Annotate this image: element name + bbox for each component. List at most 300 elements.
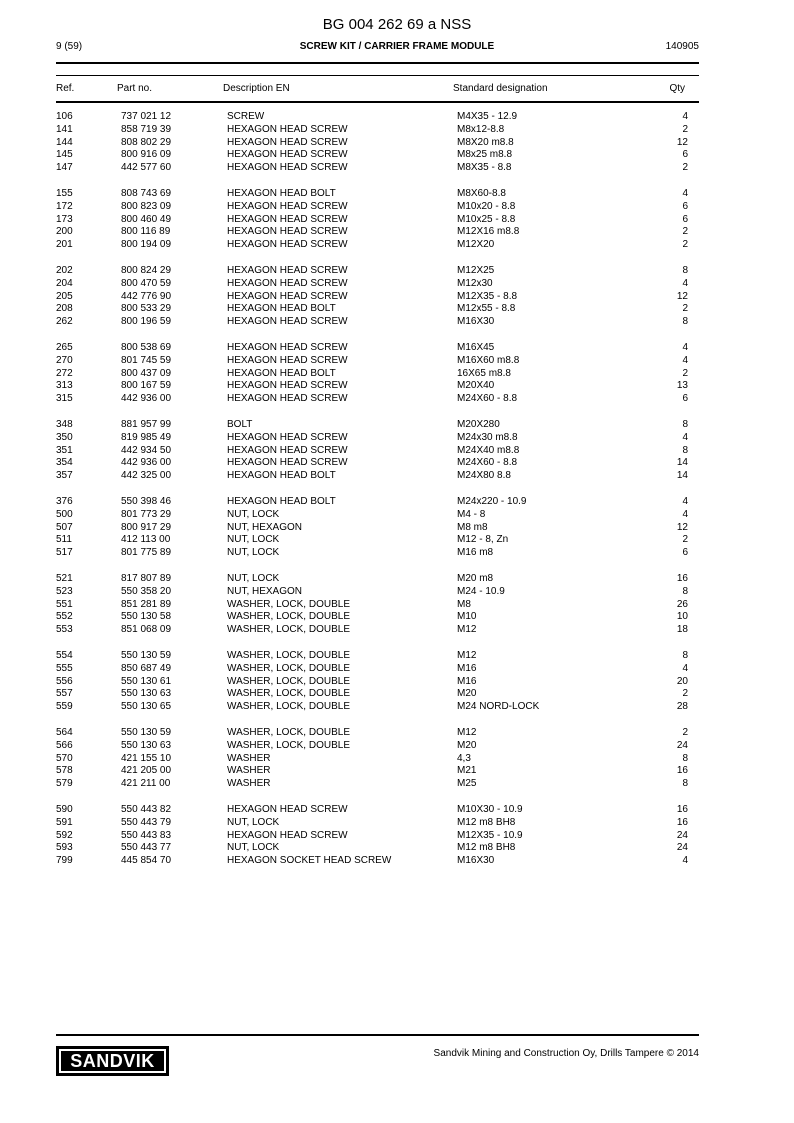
cell-standard-designation: M4X35 - 12.9 [457,111,518,122]
cell-standard-designation: M8x25 m8.8 [457,149,513,161]
cell-ref: 272 [56,367,73,379]
cell-qty: 2 [682,303,688,315]
table-row [0,817,794,830]
cell-description: WASHER [227,765,271,777]
cell-description: WASHER, LOCK, DOUBLE [227,727,350,738]
cell-standard-designation: M25 [457,778,477,790]
cell-description: HEXAGON HEAD SCREW [227,200,348,212]
cell-part-no: 801 775 89 [121,547,172,559]
cell-ref: 559 [56,701,73,713]
cell-ref: 593 [56,842,73,854]
cell-qty: 12 [676,521,688,533]
cell-standard-designation: M10x20 - 8.8 [457,200,516,212]
cell-ref: 511 [56,534,72,546]
cell-part-no: 851 068 09 [121,624,172,636]
cell-ref: 270 [56,354,73,366]
cell-part-no: 801 745 59 [121,354,172,366]
cell-description: WASHER, LOCK, DOUBLE [227,650,350,661]
cell-ref: 357 [56,470,73,482]
cell-ref: 155 [56,188,73,199]
table-row [0,778,794,791]
cell-ref: 208 [56,303,73,315]
cell-standard-designation: M16 [457,662,477,674]
cell-ref: 579 [56,778,73,790]
cell-standard-designation: M16X30 [457,316,495,328]
cell-qty: 8 [682,650,688,661]
column-header-standard-designation: Standard designation [453,83,548,94]
cell-part-no: 550 443 79 [121,816,172,828]
cell-ref: 350 [56,431,73,443]
table-row [0,239,794,252]
cell-description: WASHER, LOCK, DOUBLE [227,611,350,623]
cell-ref: 523 [56,585,73,597]
cell-ref: 556 [56,675,73,687]
cell-part-no: 851 281 89 [121,598,172,610]
header-rule-thin [56,75,699,76]
cell-standard-designation: M16 m8 [457,547,494,559]
cell-description: WASHER [227,778,271,790]
cell-ref: 348 [56,419,73,430]
table-row [0,342,794,355]
cell-standard-designation: M12 [457,650,477,661]
cell-standard-designation: M24X80 8.8 [457,470,511,482]
cell-part-no: 808 743 69 [121,188,172,199]
table-row [0,573,794,586]
cell-standard-designation: M12 m8 BH8 [457,842,516,854]
cell-ref: 507 [56,521,73,533]
cell-ref: 592 [56,829,73,841]
cell-ref: 552 [56,611,73,623]
cell-ref: 262 [56,316,73,328]
copyright-text: Sandvik Mining and Construction Oy, Drills Tampere © 2014 [433,1048,699,1059]
cell-part-no: 550 443 83 [121,829,172,841]
cell-qty: 6 [682,149,688,161]
cell-description: HEXAGON HEAD SCREW [227,149,348,161]
table-row [0,727,794,740]
cell-ref: 564 [56,727,73,738]
cell-qty: 8 [682,444,688,456]
cell-standard-designation: M12X35 - 10.9 [457,829,523,841]
cell-qty: 26 [676,598,688,610]
cell-qty: 8 [682,419,688,430]
cell-qty: 6 [682,213,688,225]
cell-part-no: 881 957 99 [121,419,172,430]
cell-qty: 28 [676,701,688,713]
cell-standard-designation: M24 NORD-LOCK [457,701,540,713]
cell-ref: 590 [56,804,73,815]
cell-ref: 376 [56,496,73,507]
cell-part-no: 800 538 69 [121,342,172,353]
cell-description: NUT, LOCK [227,573,280,584]
table-row [0,265,794,278]
cell-qty: 12 [676,290,688,302]
cell-qty: 8 [682,265,688,276]
cell-qty: 14 [676,457,688,469]
cell-description: WASHER, LOCK, DOUBLE [227,598,350,610]
cell-description: NUT, LOCK [227,816,280,828]
cell-standard-designation: M24 - 10.9 [457,585,505,597]
table-row [0,226,794,239]
table-row [0,303,794,316]
cell-ref: 557 [56,688,73,700]
table-row [0,688,794,701]
cell-part-no: 550 130 63 [121,688,172,700]
cell-standard-designation: M12 [457,624,477,636]
cell-ref: 313 [56,380,73,392]
cell-ref: 551 [56,598,73,610]
table-row [0,676,794,689]
cell-description: NUT, LOCK [227,842,280,854]
cell-part-no: 808 802 29 [121,136,172,148]
cell-qty: 6 [682,547,688,559]
cell-standard-designation: M24X40 m8.8 [457,444,520,456]
cell-standard-designation: M21 [457,765,477,777]
table-row [0,624,794,637]
cell-standard-designation: M24x30 m8.8 [457,431,518,443]
table-row [0,599,794,612]
column-header-ref: Ref. [56,83,75,94]
cell-part-no: 819 985 49 [121,431,172,443]
cell-part-no: 442 776 90 [121,290,172,302]
cell-standard-designation: M12x30 [457,277,493,289]
cell-ref: 578 [56,765,73,777]
cell-description: NUT, LOCK [227,547,280,559]
table-row [0,368,794,381]
cell-description: HEXAGON HEAD SCREW [227,444,348,456]
logo-text: SANDVIK [61,1051,164,1071]
cell-part-no: 442 577 60 [121,162,172,174]
cell-part-no: 800 470 59 [121,277,172,289]
table-row [0,111,794,124]
cell-part-no: 800 196 59 [121,316,172,328]
cell-part-no: 421 155 10 [121,752,172,764]
cell-standard-designation: 16X65 m8.8 [457,367,511,379]
cell-standard-designation: M16X60 m8.8 [457,354,520,366]
cell-standard-designation: M12X16 m8.8 [457,226,520,238]
cell-ref: 202 [56,265,73,276]
cell-qty: 12 [676,136,688,148]
cell-description: WASHER [227,752,271,764]
cell-ref: 141 [56,123,73,135]
cell-part-no: 800 437 09 [121,367,172,379]
cell-standard-designation: M20X40 [457,380,495,392]
cell-part-no: 412 113 00 [121,534,171,546]
cell-qty: 2 [682,367,688,379]
cell-ref: 147 [56,162,73,174]
cell-part-no: 800 533 29 [121,303,172,315]
cell-standard-designation: M20 [457,739,477,751]
cell-description: WASHER, LOCK, DOUBLE [227,739,350,751]
cell-qty: 8 [682,778,688,790]
table-row [0,509,794,522]
cell-qty: 4 [682,508,688,520]
cell-description: HEXAGON HEAD SCREW [227,277,348,289]
cell-standard-designation: M12 m8 BH8 [457,816,516,828]
cell-part-no: 550 130 59 [121,650,172,661]
cell-standard-designation: M8X20 m8.8 [457,136,514,148]
cell-description: HEXAGON HEAD SCREW [227,431,348,443]
cell-standard-designation: M20 [457,688,477,700]
cell-qty: 2 [682,534,688,546]
cell-description: NUT, LOCK [227,534,280,546]
header-rule-top [56,62,699,64]
cell-ref: 566 [56,739,73,751]
cell-qty: 2 [682,239,688,251]
table-row [0,804,794,817]
cell-standard-designation: M12 - 8, Zn [457,534,509,546]
cell-part-no: 800 167 59 [121,380,172,392]
cell-qty: 4 [682,342,688,353]
cell-description: HEXAGON HEAD SCREW [227,239,348,251]
section-title: SCREW KIT / CARRIER FRAME MODULE [299,41,495,52]
cell-part-no: 550 443 82 [121,804,172,815]
cell-qty: 6 [682,393,688,405]
column-header-part-no: Part no. [117,83,153,94]
cell-standard-designation: 4,3 [457,752,471,764]
cell-standard-designation: M12X20 [457,239,495,251]
cell-standard-designation: M8 m8 [457,521,488,533]
cell-qty: 8 [682,585,688,597]
cell-part-no: 550 130 61 [121,675,172,687]
table-row [0,137,794,150]
cell-qty: 4 [682,496,688,507]
cell-ref: 553 [56,624,73,636]
column-header-description: Description EN [223,83,290,94]
cell-description: WASHER, LOCK, DOUBLE [227,701,350,713]
table-row [0,457,794,470]
cell-standard-designation: M16X30 [457,855,495,867]
table-row [0,278,794,291]
cell-standard-designation: M20 m8 [457,573,494,584]
cell-ref: 554 [56,650,73,661]
cell-ref: 204 [56,277,73,289]
cell-qty: 20 [676,675,688,687]
cell-part-no: 850 687 49 [121,662,172,674]
table-row [0,419,794,432]
cell-part-no: 550 130 65 [121,701,172,713]
table-row [0,547,794,560]
document-title: BG 004 262 69 a NSS [322,16,472,33]
cell-description: WASHER, LOCK, DOUBLE [227,662,350,674]
table-row [0,316,794,329]
cell-part-no: 550 130 59 [121,727,172,738]
table-row [0,522,794,535]
cell-description: HEXAGON HEAD SCREW [227,380,348,392]
cell-part-no: 800 916 09 [121,149,172,161]
cell-part-no: 800 824 29 [121,265,172,276]
table-row [0,149,794,162]
cell-standard-designation: M12X25 [457,265,495,276]
cell-standard-designation: M10x25 - 8.8 [457,213,516,225]
cell-description: HEXAGON HEAD SCREW [227,354,348,366]
cell-part-no: 801 773 29 [121,508,172,520]
cell-description: SCREW [227,111,265,122]
cell-ref: 517 [56,547,73,559]
cell-qty: 4 [682,431,688,443]
cell-standard-designation: M8x12-8.8 [457,123,505,135]
cell-qty: 16 [676,573,688,584]
table-row [0,355,794,368]
cell-part-no: 442 325 00 [121,470,172,482]
table-row [0,586,794,599]
table-row [0,380,794,393]
cell-qty: 4 [682,855,688,867]
table-row [0,855,794,868]
table-row [0,740,794,753]
table-row [0,534,794,547]
table-row [0,470,794,483]
cell-ref: 145 [56,149,73,161]
cell-ref: 500 [56,508,73,520]
table-row [0,188,794,201]
cell-part-no: 442 936 00 [121,393,172,405]
table-row [0,701,794,714]
table-row [0,162,794,175]
cell-standard-designation: M12X35 - 8.8 [457,290,518,302]
cell-qty: 18 [676,624,688,636]
cell-standard-designation: M16X45 [457,342,495,353]
cell-description: HEXAGON HEAD BOLT [227,188,336,199]
table-row [0,611,794,624]
cell-description: HEXAGON HEAD SCREW [227,457,348,469]
table-row [0,291,794,304]
cell-description: HEXAGON HEAD SCREW [227,162,348,174]
cell-description: NUT, HEXAGON [227,521,303,533]
cell-description: HEXAGON HEAD SCREW [227,265,348,276]
cell-description: HEXAGON HEAD SCREW [227,213,348,225]
cell-description: HEXAGON HEAD SCREW [227,342,348,353]
cell-description: HEXAGON HEAD SCREW [227,804,348,815]
cell-standard-designation: M24X60 - 8.8 [457,393,518,405]
cell-part-no: 800 823 09 [121,200,172,212]
cell-part-no: 442 934 50 [121,444,172,456]
cell-standard-designation: M20X280 [457,419,500,430]
cell-description: HEXAGON HEAD SCREW [227,123,348,135]
cell-description: NUT, HEXAGON [227,585,303,597]
cell-description: HEXAGON HEAD BOLT [227,303,336,315]
table-row [0,432,794,445]
page-number: 9 (59) [56,41,83,52]
cell-description: BOLT [227,419,253,430]
cell-ref: 106 [56,111,73,122]
cell-part-no: 800 116 89 [121,226,171,238]
cell-qty: 6 [682,200,688,212]
cell-standard-designation: M24X60 - 8.8 [457,457,518,469]
cell-qty: 16 [676,816,688,828]
cell-standard-designation: M4 - 8 [457,508,486,520]
cell-standard-designation: M12x55 - 8.8 [457,303,516,315]
cell-description: WASHER, LOCK, DOUBLE [227,688,350,700]
cell-qty: 13 [676,380,688,392]
sandvik-logo [56,1046,169,1076]
cell-ref: 570 [56,752,73,764]
cell-part-no: 737 021 12 [121,111,172,122]
cell-description: HEXAGON HEAD SCREW [227,393,348,405]
table-row [0,765,794,778]
table-row [0,124,794,137]
cell-qty: 4 [682,111,688,122]
cell-ref: 144 [56,136,73,148]
cell-description: HEXAGON HEAD SCREW [227,316,348,328]
cell-qty: 8 [682,316,688,328]
cell-ref: 799 [56,855,73,867]
cell-description: NUT, LOCK [227,508,280,520]
cell-standard-designation: M24x220 - 10.9 [457,496,527,507]
cell-description: WASHER, LOCK, DOUBLE [227,675,350,687]
cell-description: HEXAGON HEAD SCREW [227,290,348,302]
cell-part-no: 421 211 00 [121,778,171,790]
table-row [0,830,794,843]
cell-part-no: 421 205 00 [121,765,172,777]
cell-qty: 24 [676,842,688,854]
cell-part-no: 800 460 49 [121,213,172,225]
cell-ref: 201 [56,239,73,251]
cell-qty: 2 [682,162,688,174]
cell-part-no: 800 194 09 [121,239,172,251]
cell-qty: 4 [682,354,688,366]
cell-qty: 16 [676,804,688,815]
cell-standard-designation: M16 [457,675,477,687]
cell-standard-designation: M8X60-8.8 [457,188,506,199]
cell-ref: 591 [56,816,73,828]
cell-part-no: 445 854 70 [121,855,172,867]
cell-qty: 24 [676,829,688,841]
cell-part-no: 442 936 00 [121,457,172,469]
column-header-rule [56,101,699,103]
cell-qty: 2 [682,727,688,738]
table-row [0,201,794,214]
cell-part-no: 550 398 46 [121,496,172,507]
cell-part-no: 800 917 29 [121,521,172,533]
cell-part-no: 858 719 39 [121,123,172,135]
cell-qty: 4 [682,662,688,674]
cell-standard-designation: M8X35 - 8.8 [457,162,512,174]
cell-ref: 172 [56,200,73,212]
cell-qty: 2 [682,226,688,238]
date-code: 140905 [665,41,699,52]
cell-ref: 200 [56,226,73,238]
cell-ref: 555 [56,662,73,674]
table-row [0,496,794,509]
cell-ref: 315 [56,393,73,405]
table-row [0,393,794,406]
cell-description: HEXAGON HEAD SCREW [227,829,348,841]
cell-qty: 16 [676,765,688,777]
cell-description: HEXAGON HEAD BOLT [227,367,336,379]
cell-description: HEXAGON HEAD BOLT [227,496,336,507]
cell-part-no: 550 358 20 [121,585,172,597]
table-row [0,445,794,458]
table-row [0,650,794,663]
cell-description: HEXAGON HEAD BOLT [227,470,336,482]
table-row [0,214,794,227]
footer-rule [56,1034,699,1036]
table-row [0,753,794,766]
cell-qty: 14 [676,470,688,482]
cell-qty: 24 [676,739,688,751]
cell-part-no: 550 443 77 [121,842,172,854]
cell-qty: 8 [682,752,688,764]
cell-qty: 2 [682,123,688,135]
cell-qty: 2 [682,688,688,700]
cell-qty: 4 [682,277,688,289]
cell-standard-designation: M10 [457,611,477,623]
column-header-qty: Qty [669,83,685,94]
table-row [0,663,794,676]
cell-standard-designation: M10X30 - 10.9 [457,804,523,815]
cell-qty: 4 [682,188,688,199]
cell-description: HEXAGON HEAD SCREW [227,136,348,148]
